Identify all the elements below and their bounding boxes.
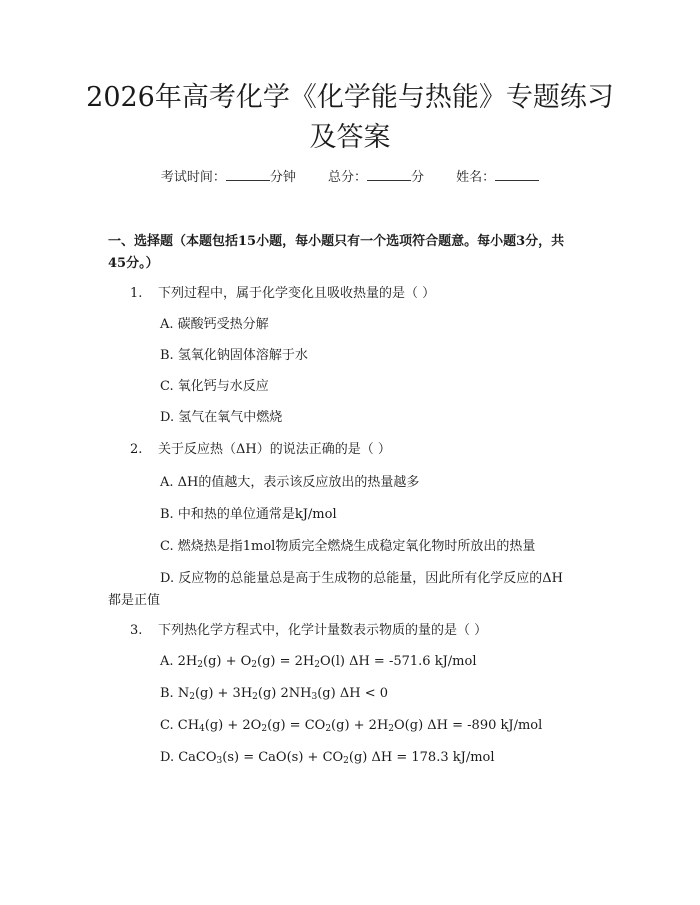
equation-part: A. 2H (160, 654, 198, 669)
equation-part: (g) + 2H (331, 718, 389, 733)
name-label: 姓名： (456, 170, 496, 185)
question-3-option-a[interactable] (160, 651, 600, 673)
exam-time (161, 170, 296, 185)
question-text: 下列过程中，属于化学变化且吸收热量的是（ ） (158, 286, 436, 301)
question-number: 1. (130, 286, 143, 301)
question-1-option-d[interactable]: D. 氢气在氧气中燃烧 (160, 410, 283, 425)
subscript: 3 (216, 756, 223, 766)
question-2 (130, 439, 600, 461)
subscript: 2 (325, 724, 332, 734)
exam-meta (0, 168, 700, 188)
equation-part: D. CaCO (160, 750, 217, 765)
subscript: 2 (197, 660, 203, 670)
equation-part: (g) + 3H (194, 686, 253, 701)
time-unit: 分钟 (269, 170, 296, 185)
subscript: 4 (199, 724, 205, 734)
time-blank[interactable] (226, 168, 270, 181)
subscript: 2 (251, 660, 258, 670)
time-label: 考试时间： (160, 170, 226, 185)
question-number: 3. (130, 623, 143, 638)
question-3 (130, 620, 600, 642)
document-title (60, 78, 640, 158)
subscript: 2 (261, 724, 268, 734)
equation-part: (g) ΔH = 178.3 kJ/mol (348, 750, 495, 765)
question-text: 下列热化学方程式中，化学计量数表示物质的量的是（ ） (158, 623, 488, 638)
equation-part: B. N (160, 686, 190, 701)
section-1-header (108, 231, 608, 275)
question-2-option-d-continued: 都是正值 (108, 593, 161, 608)
equation-part: (g) + O (203, 654, 252, 669)
equation-part: O(l) ΔH = -571.6 kJ/mol (319, 654, 477, 669)
equation-part: (s) = CaO(s) + CO (222, 750, 344, 765)
title-line-1: 2026年高考化学《化学能与热能》专题练习 (86, 82, 614, 113)
question-1-option-a[interactable]: A. 碳酸钙受热分解 (160, 317, 269, 332)
equation-part: C. CH (160, 718, 200, 733)
subscript: 3 (311, 692, 318, 702)
subscript: 2 (388, 724, 395, 734)
question-1 (130, 283, 600, 305)
name-blank[interactable] (495, 168, 539, 181)
question-1-option-c[interactable]: C. 氧化钙与水反应 (160, 379, 269, 394)
equation-part: (g) ΔH < 0 (317, 686, 388, 701)
question-3-option-d[interactable] (160, 747, 600, 769)
subscript: 2 (252, 692, 258, 702)
score-label: 总分： (327, 170, 367, 185)
exam-name (456, 170, 539, 185)
score-unit: 分 (411, 170, 425, 185)
exam-score (328, 170, 424, 185)
title-line-2: 及答案 (309, 122, 391, 153)
subscript: 2 (314, 660, 320, 670)
score-blank[interactable] (367, 168, 411, 181)
equation-part: (g) 2NH (257, 686, 312, 701)
section-1-header-line-2: 45分。） (108, 256, 159, 271)
equation-part: (g) = CO (267, 718, 326, 733)
question-2-option-d[interactable]: D. 反应物的总能量总是高于生成物的总能量，因此所有化学反应的ΔH (160, 571, 563, 586)
subscript: 2 (343, 756, 349, 766)
subscript: 2 (189, 692, 195, 702)
equation-part: (g) = 2H (257, 654, 315, 669)
question-2-option-c[interactable]: C. 燃烧热是指1mol物质完全燃烧生成稳定氧化物时所放出的热量 (160, 539, 536, 554)
question-2-option-b[interactable]: B. 中和热的单位通常是kJ/mol (160, 507, 337, 522)
equation-part: O(g) ΔH = -890 kJ/mol (394, 718, 543, 733)
equation-part: (g) + 2O (204, 718, 262, 733)
question-number: 2. (130, 442, 143, 457)
question-3-option-c[interactable] (160, 715, 600, 737)
question-3-option-b[interactable] (160, 683, 600, 705)
section-1-header-line-1: 一、选择题（本题包括15小题，每小题只有一个选项符合题意。每小题3分，共 (108, 234, 565, 249)
question-2-option-a[interactable]: A. ΔH的值越大，表示该反应放出的热量越多 (160, 475, 420, 490)
question-1-option-b[interactable]: B. 氢氧化钠固体溶解于水 (160, 348, 308, 363)
question-text: 关于反应热（ΔH）的说法正确的是（ ） (158, 442, 391, 457)
